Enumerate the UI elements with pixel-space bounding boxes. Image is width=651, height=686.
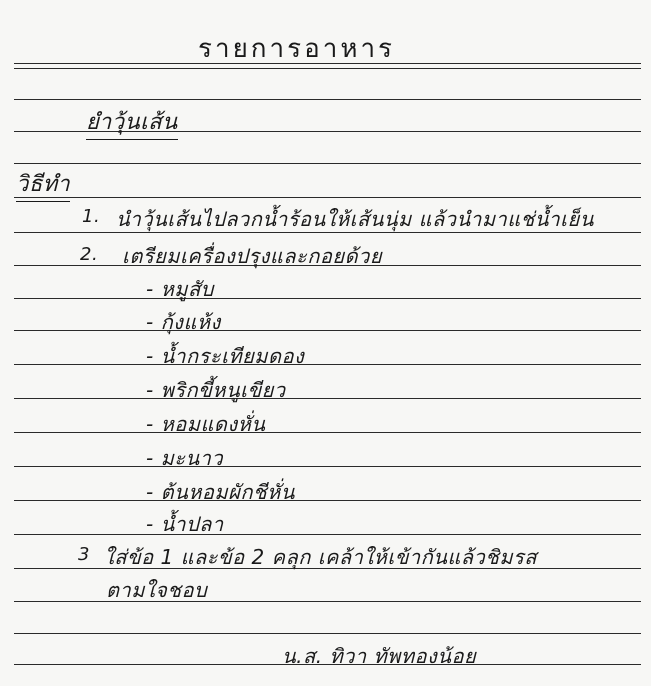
ruled-line bbox=[14, 500, 641, 501]
author-signature: น.ส. ทิวา ทัพทองน้อย bbox=[282, 644, 477, 668]
ruled-line bbox=[14, 633, 641, 634]
step-number: 1. bbox=[82, 206, 101, 227]
step-text: เตรียมเครื่องปรุงและกอยด้วย bbox=[122, 244, 383, 268]
step-text: นำวุ้นเส้นไปลวกน้ำร้อนให้เส้นนุ่ม แล้วนำมาแช่น้ำเย็น bbox=[116, 207, 594, 231]
ruled-line bbox=[14, 163, 641, 164]
ruled-line bbox=[14, 432, 641, 433]
ruled-line bbox=[14, 398, 641, 399]
ingredient-item: - กุ้งแห้ง bbox=[146, 310, 221, 334]
page-title: รายการอาหาร bbox=[198, 34, 396, 64]
ruled-line bbox=[14, 197, 641, 198]
ingredient-item: - หมูสับ bbox=[146, 277, 214, 301]
ingredient-item: - น้ำปลา bbox=[146, 512, 224, 536]
step-number: 2. bbox=[80, 244, 99, 265]
step-text-continued: ตามใจชอบ bbox=[106, 578, 208, 602]
ruled-line bbox=[14, 466, 641, 467]
ingredient-item: - น้ำกระเทียมดอง bbox=[146, 344, 305, 368]
ruled-line bbox=[14, 364, 641, 365]
ruled-line bbox=[14, 298, 641, 299]
section-heading: วิธีทำ bbox=[16, 166, 70, 202]
ruled-line bbox=[14, 534, 641, 535]
ingredient-item: - หอมแดงหั่น bbox=[146, 412, 266, 436]
step-text: ใส่ข้อ 1 และข้อ 2 คลุก เคล้าให้เข้ากันแล้วชิมรส bbox=[104, 545, 537, 569]
ruled-line bbox=[14, 99, 641, 100]
step-number: 3 bbox=[78, 544, 90, 565]
ingredient-item: - พริกขี้หนูเขียว bbox=[146, 378, 286, 402]
dish-name: ยำวุ้นเส้น bbox=[86, 104, 178, 140]
ingredient-item: - มะนาว bbox=[146, 446, 224, 470]
ingredient-item: - ต้นหอมผักชีหั่น bbox=[146, 480, 295, 504]
ruled-line bbox=[14, 330, 641, 331]
